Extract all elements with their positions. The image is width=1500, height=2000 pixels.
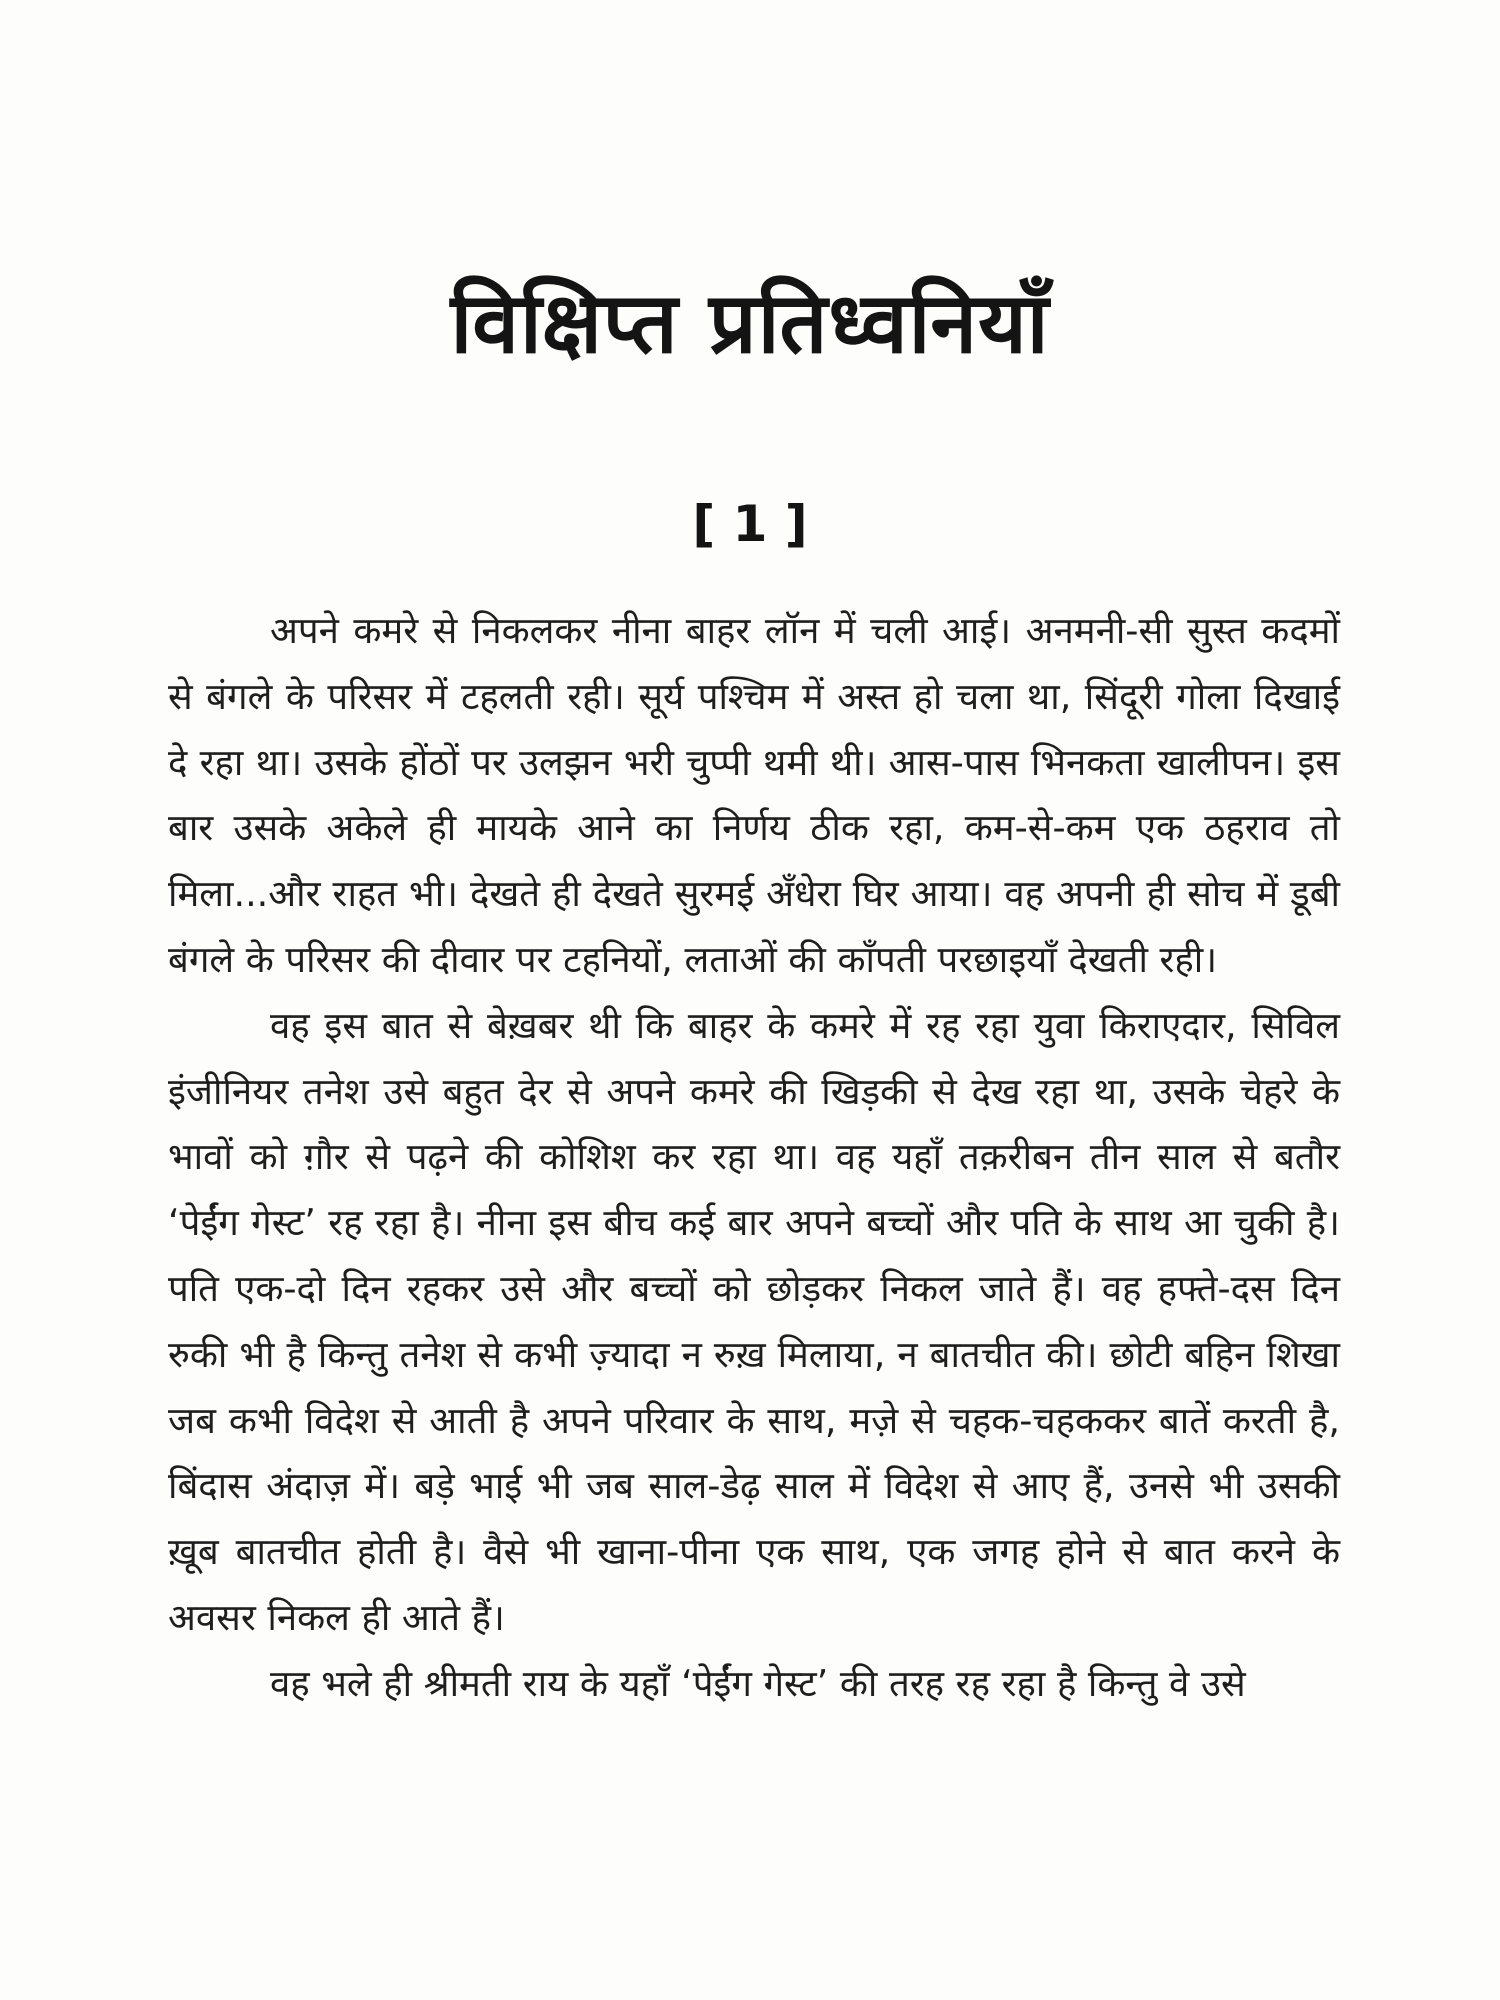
section-number: [ 1 ] (692, 495, 808, 553)
chapter-title: विक्षिप्त प्रतिध्वनियाँ (450, 274, 1050, 372)
body-text (168, 598, 1340, 1717)
paragraph: वह भले ही श्रीमती राय के यहाँ ‘पेईंग गेस्ट’ की तरह रह रहा है किन्तु वे उसे (270, 1661, 1246, 1705)
paragraph: वह इस बात से बेख़बर थी कि बाहर के कमरे में रह रहा युवा किराएदार, सिविल इंजीनियर तनेश उसे बहुत देर से अपने कमरे की खिड़की से देख रहा था, उसके चेहरे के भावों को ग़ौर से पढ़ने की कोशिश कर रहा था। वह यहाँ तक़रीबन तीन साल से बतौर ‘पेईंग गेस्ट’ रह रहा है। नीना इस बीच कई बार अपने बच्चों और पति के साथ आ चुकी है। पति एक-दो दिन रहकर उसे और बच्चों को छोड़कर निकल जाते हैं। वह हफ्ते-दस दिन रुकी भी है किन्तु तनेश से कभी ज़्यादा न रुख़ मिलाया, न बातचीत की। छोटी बहिन शिखा जब कभी विदेश से आती है अपने परिवार के साथ, मज़े से चहक-चहककर बातें करती है, बिंदास अंदाज़ में। बड़े भाई भी जब साल-डेढ़ साल में विदेश से आए हैं, उनसे भी उसकी ख़ूब बातचीत होती है। वैसे भी खाना-पीना एक साथ, एक जगह होने से बात करने के अवसर निकल ही आते हैं। (168, 1003, 1340, 1639)
paragraph: अपने कमरे से निकलकर नीना बाहर लॉन में चली आई। अनमनी-सी सुस्त कदमों से बंगले के परिसर में टहलती रही। सूर्य पश्चिम में अस्त हो चला था, सिंदूरी गोला दिखाई दे रहा था। उसके होंठों पर उलझन भरी चुप्पी थमी थी। आस-पास भिनकता खालीपन। इस बार उसके अकेले ही मायके आने का निर्णय ठीक रहा, कम-से-कम एक ठहराव तो मिला...और राहत भी। देखते ही देखते सुरमई अँधेरा घिर आया। वह अपनी ही सोच में डूबी बंगले के परिसर की दीवार पर टहनियों, लताओं की काँपती परछाइयाँ देखती रही। (168, 609, 1340, 981)
